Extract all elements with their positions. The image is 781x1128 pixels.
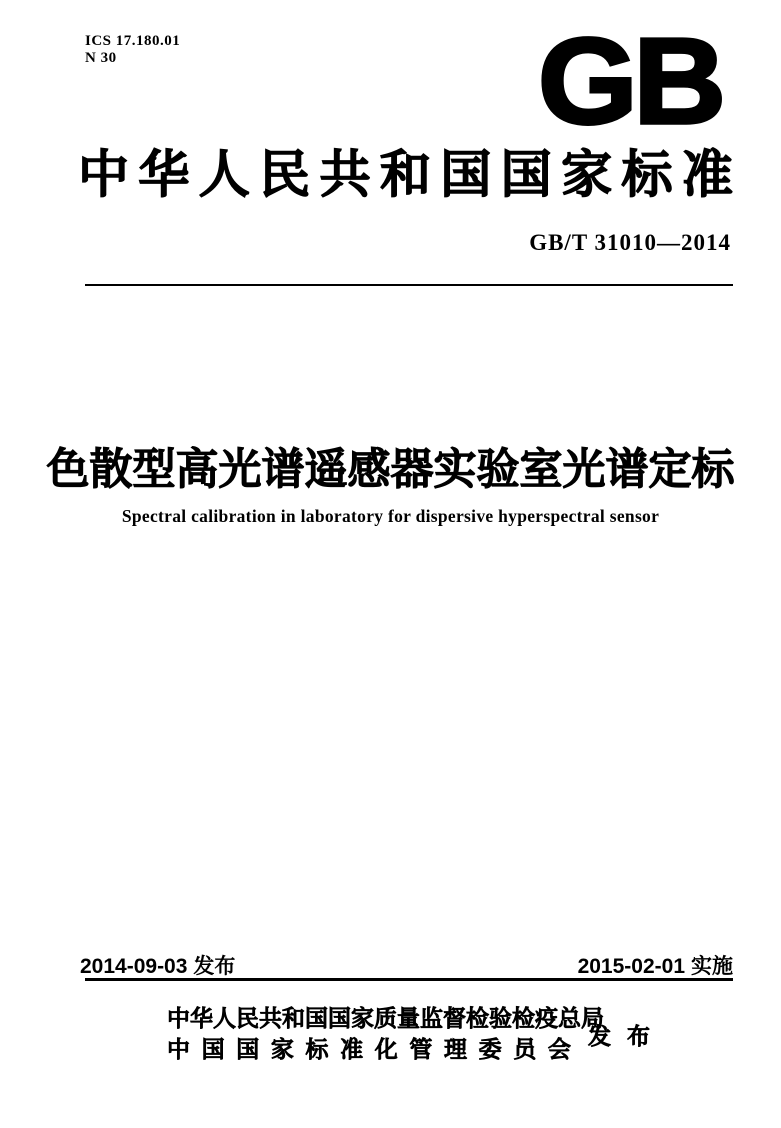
- implement-date-block: [578, 950, 733, 980]
- implement-date: 2015-02-01: [577, 955, 685, 978]
- issue-date-block: [80, 950, 235, 980]
- document-title-english: Spectral calibration in laboratory for dispersive hyperspectral sensor: [121, 506, 660, 526]
- ics-code-block: [85, 33, 180, 67]
- publisher-block: [167, 1001, 604, 1063]
- issue-date: 2014-09-03: [80, 955, 188, 978]
- document-title-chinese: 色散型高光谱遥感器实验室光谱定标: [46, 446, 735, 494]
- publish-label: 发 布: [588, 1024, 650, 1049]
- classification-code: N 30: [85, 50, 117, 66]
- issue-date-label: 发布: [193, 955, 236, 978]
- header-rule: [85, 284, 733, 286]
- implement-date-label: 实施: [691, 955, 733, 978]
- publisher-line-1: 中 华 人 民 共 和 国 国 家 质 量 监 督 检 验 检 疫 总 局: [167, 1006, 604, 1031]
- national-standard-header: 中 华 人 民 共 和 国 国 家 标 准: [78, 148, 733, 204]
- standard-number: GB/T 31010—2014: [529, 230, 731, 255]
- ics-code: ICS 17.180.01: [85, 33, 181, 49]
- gb-logo: GB: [538, 13, 722, 149]
- publisher-line-2: 中 国 国 家 标 准 化 管 理 委 员 会: [167, 1037, 571, 1062]
- footer-rule: [85, 978, 733, 981]
